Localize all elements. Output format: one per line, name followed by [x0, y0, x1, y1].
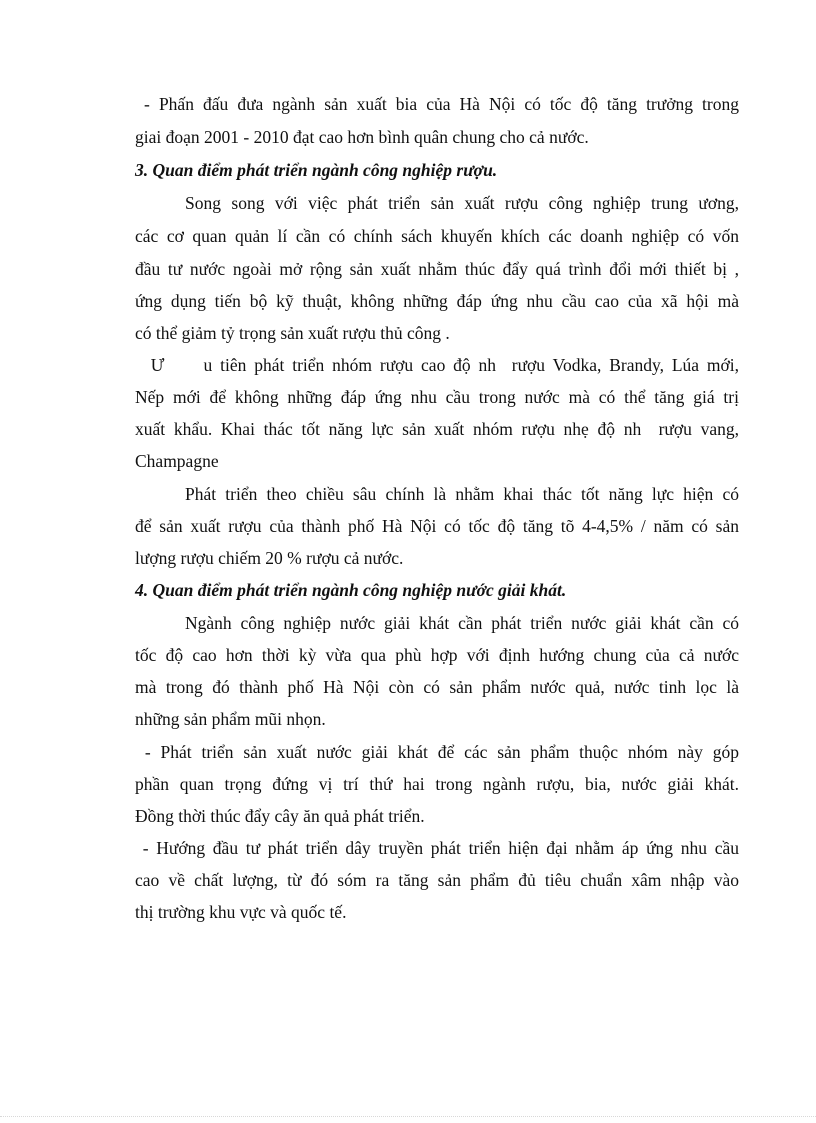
- paragraph-2-line-2: các cơ quan quản lí cần có chính sách khuyến khích các doanh nghiệp có vốn: [135, 226, 739, 246]
- paragraph-2-line-5: có thể giảm tỷ trọng sản xuất rượu thủ công .: [135, 323, 450, 343]
- paragraph-2-line-4: ứng dụng tiến bộ kỹ thuật, không những đáp ứng nhu cầu cao của xã hội mà: [135, 291, 739, 311]
- section-heading-4: 4. Quan điểm phát triển ngành công nghiệp nước giải khát.: [135, 580, 567, 600]
- paragraph-2-line-1: Song song với việc phát triển sản xuất rượu công nghiệp trung ương,: [185, 193, 739, 213]
- paragraph-6-line-1: - Phát triển sản xuất nước giải khát để các sản phẩm thuộc nhóm này góp: [135, 742, 739, 762]
- paragraph-1-line-2: giai đoạn 2001 - 2010 đạt cao hơn bình quân chung cho cả nước.: [135, 127, 589, 147]
- paragraph-5-line-4: những sản phẩm mũi nhọn.: [135, 709, 326, 729]
- paragraph-7-line-1: - Hướng đầu tư phát triển dây truyền phát triển hiện đại nhằm áp ứng nhu cầu: [135, 838, 739, 858]
- paragraph-3-line-1: Ư u tiên phát triển nhóm rượu cao độ nh rượu Vodka, Brandy, Lúa mới,: [135, 355, 739, 375]
- paragraph-7-line-2: cao về chất lượng, từ đó sóm ra tăng sản phẩm đủ tiêu chuẩn xâm nhập vào: [135, 870, 739, 890]
- paragraph-3-line-4: Champagne: [135, 451, 219, 471]
- paragraph-5-line-1: Ngành công nghiệp nước giải khát cần phát triển nước giải khát cần có: [185, 613, 739, 633]
- paragraph-2-line-3: đầu tư nước ngoài mở rộng sản xuất nhằm thúc đẩy quá trình đổi mới thiết bị ,: [135, 259, 739, 279]
- paragraph-5-line-2: tốc độ cao hơn thời kỳ vừa qua phù hợp với định hướng chung của cả nước: [135, 645, 739, 665]
- section-heading-3: 3. Quan điểm phát triển ngành công nghiệp rượu.: [135, 160, 498, 180]
- paragraph-1-line-1: - Phấn đấu đưa ngành sản xuất bia của Hà Nội có tốc độ tăng trưởng trong: [135, 94, 739, 114]
- paragraph-3-line-2: Nếp mới để không những đáp ứng nhu cầu trong nước mà có thể tăng giá trị: [135, 387, 739, 407]
- paragraph-4-line-2: để sản xuất rượu của thành phố Hà Nội có tốc độ tăng tõ 4-4,5% / năm có sản: [135, 516, 739, 536]
- paragraph-5-line-3: mà trong đó thành phố Hà Nội còn có sản phẩm nước quả, nước tinh lọc là: [135, 677, 739, 697]
- paragraph-7-line-3: thị trường khu vực và quốc tế.: [135, 902, 347, 922]
- paragraph-4-line-3: lượng rượu chiếm 20 % rượu cả nước.: [135, 548, 404, 568]
- paragraph-6-line-2: phần quan trọng đứng vị trí thứ hai trong ngành rượu, bia, nước giải khát.: [135, 774, 739, 794]
- paragraph-6-line-3: Đồng thời thúc đẩy cây ăn quả phát triển.: [135, 806, 425, 826]
- paragraph-4-line-1: Phát triển theo chiều sâu chính là nhằm khai thác tốt năng lực hiện có: [185, 484, 739, 504]
- page-bottom-divider: [0, 1116, 816, 1117]
- paragraph-3-line-3: xuất khẩu. Khai thác tốt năng lực sản xuất nhóm rượu nhẹ độ nh rượu vang,: [135, 419, 739, 439]
